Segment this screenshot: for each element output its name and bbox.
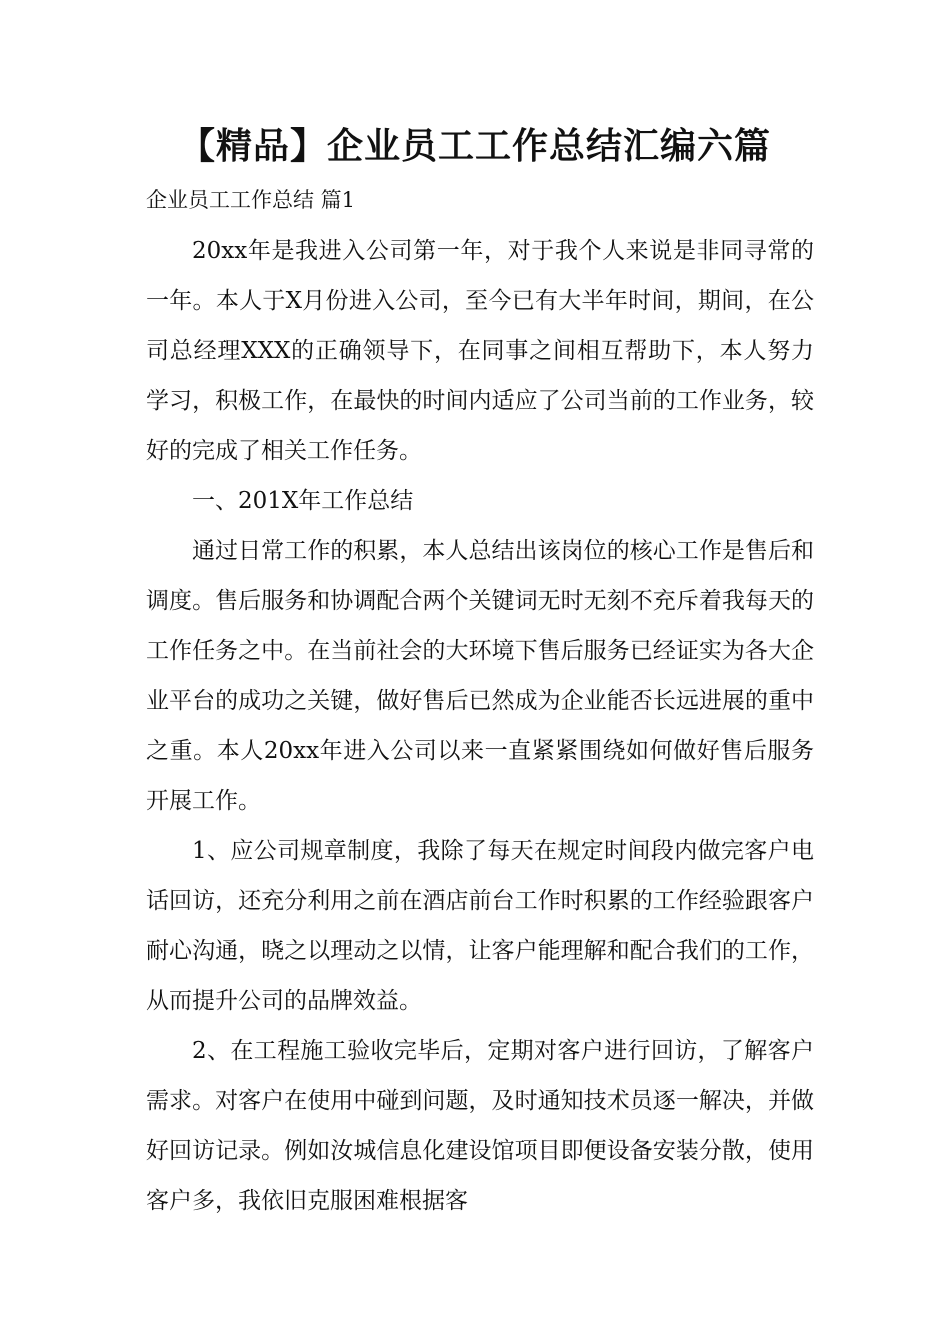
paragraph-item-1: 1、应公司规章制度，我除了每天在规定时间段内做完客户电话回访，还充分利用之前在酒店前台工作时积累的工作经验跟客户耐心沟通，晓之以理动之以情，让客户能理解和配合我们的工作，从而提升公司的品牌效益。	[146, 838, 814, 1014]
section-subtitle: 企业员工工作总结 篇1	[146, 188, 356, 212]
section-heading: 一、201X年工作总结	[192, 488, 414, 514]
paragraph-summary: 通过日常工作的积累，本人总结出该岗位的核心工作是售后和调度。售后服务和协调配合两个关键词无时无刻不充斥着我每天的工作任务之中。在当前社会的大环境下售后服务已经证实为各大企业平台的成功之关键，做好售后已然成为企业能否长远进展的重中之重。本人20xx年进入公司以来一直紧紧围绕如何做好售后服务开展工作。	[146, 538, 814, 814]
document-title: 【精品】企业员工工作总结汇编六篇	[178, 126, 771, 167]
paragraph-item-2: 2、在工程施工验收完毕后，定期对客户进行回访，了解客户需求。对客户在使用中碰到问题，及时通知技术员逐一解决，并做好回访记录。例如汝城信息化建设馆项目即便设备安装分散，使用客户多，我依旧克服困难根据客	[146, 1038, 814, 1214]
document-body	[146, 226, 814, 1226]
paragraph-intro: 20xx年是我进入公司第一年，对于我个人来说是非同寻常的一年。本人于X月份进入公司，至今已有大半年时间，期间，在公司总经理XXX的正确领导下，在同事之间相互帮助下，本人努力学习，积极工作，在最快的时间内适应了公司当前的工作业务，较好的完成了相关工作任务。	[146, 238, 814, 464]
